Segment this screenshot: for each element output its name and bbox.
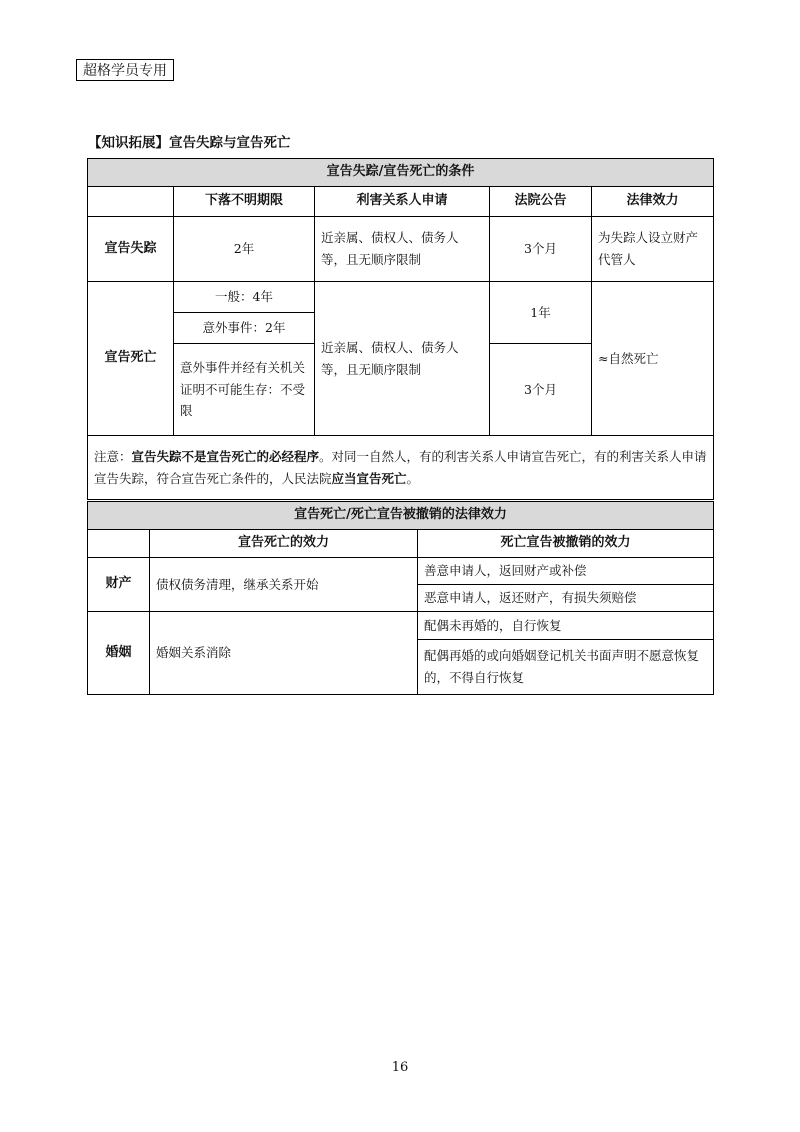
missing-applicants: 近亲属、债权人、债务人等，且无顺序限制 bbox=[315, 217, 490, 282]
conditions-table bbox=[87, 158, 714, 500]
note-end: 。 bbox=[406, 470, 420, 486]
col-header-notice: 法院公告 bbox=[490, 187, 592, 217]
row-header-missing: 宣告失踪 bbox=[88, 217, 174, 282]
revocation-table bbox=[87, 501, 714, 695]
death-period-certified: 意外事件并经有关机关证明不可能生存：不受限 bbox=[174, 344, 315, 436]
table-title: 宣告失踪/宣告死亡的条件 bbox=[88, 159, 714, 187]
col-header-period: 下落不明期限 bbox=[174, 187, 315, 217]
property-effect: 债权债务清理，继承关系开始 bbox=[150, 558, 418, 612]
col-header-effect: 法律效力 bbox=[592, 187, 714, 217]
death-period-accident: 意外事件：2年 bbox=[174, 313, 315, 344]
marriage-revoke-2: 配偶再婚的或向婚姻登记机关书面声明不愿意恢复的，不得自行恢复 bbox=[418, 640, 714, 695]
col-header-revoke-effect: 死亡宣告被撤销的效力 bbox=[418, 530, 714, 558]
missing-effect: 为失踪人设立财产代管人 bbox=[592, 217, 714, 282]
marriage-effect: 婚姻关系消除 bbox=[150, 612, 418, 695]
death-applicants: 近亲属、债权人、债务人等，且无顺序限制 bbox=[315, 282, 490, 436]
row-header-death: 宣告死亡 bbox=[88, 282, 174, 436]
col-header-applicants: 利害关系人申请 bbox=[315, 187, 490, 217]
table-title: 宣告死亡/死亡宣告被撤销的法律效力 bbox=[88, 502, 714, 530]
col-header-death-effect: 宣告死亡的效力 bbox=[150, 530, 418, 558]
property-revoke-bad: 恶意申请人，返还财产，有损失须赔偿 bbox=[418, 585, 714, 612]
marriage-revoke-1: 配偶未再婚的，自行恢复 bbox=[418, 612, 714, 640]
badge-label: 超格学员专用 bbox=[76, 59, 174, 81]
note-middle: 。对同一自然人，有的利害关系人申请宣告死亡，有的利害关系人申请宣告失踪，符合宣告死亡条件的，人民法院 bbox=[94, 448, 707, 486]
row-header-property: 财产 bbox=[88, 558, 150, 612]
property-revoke-good: 善意申请人，返回财产或补偿 bbox=[418, 558, 714, 585]
note-cell bbox=[88, 436, 714, 500]
page-number: 16 bbox=[391, 1060, 409, 1075]
note-bold-2: 应当宣告死亡 bbox=[331, 470, 407, 486]
note-prefix: 注意： bbox=[94, 448, 132, 464]
death-period-general: 一般：4年 bbox=[174, 282, 315, 313]
row-header-marriage: 婚姻 bbox=[88, 612, 150, 695]
section-title: 【知识拓展】宣告失踪与宣告死亡 bbox=[88, 135, 291, 151]
death-effect: ≈自然死亡 bbox=[592, 282, 714, 436]
empty-header-cell bbox=[88, 530, 150, 558]
death-notice-1: 1年 bbox=[490, 282, 592, 344]
missing-period: 2年 bbox=[174, 217, 315, 282]
note-bold-1: 宣告失踪不是宣告死亡的必经程序 bbox=[131, 448, 320, 464]
missing-notice: 3个月 bbox=[490, 217, 592, 282]
death-notice-2: 3个月 bbox=[490, 344, 592, 436]
empty-header-cell bbox=[88, 187, 174, 217]
